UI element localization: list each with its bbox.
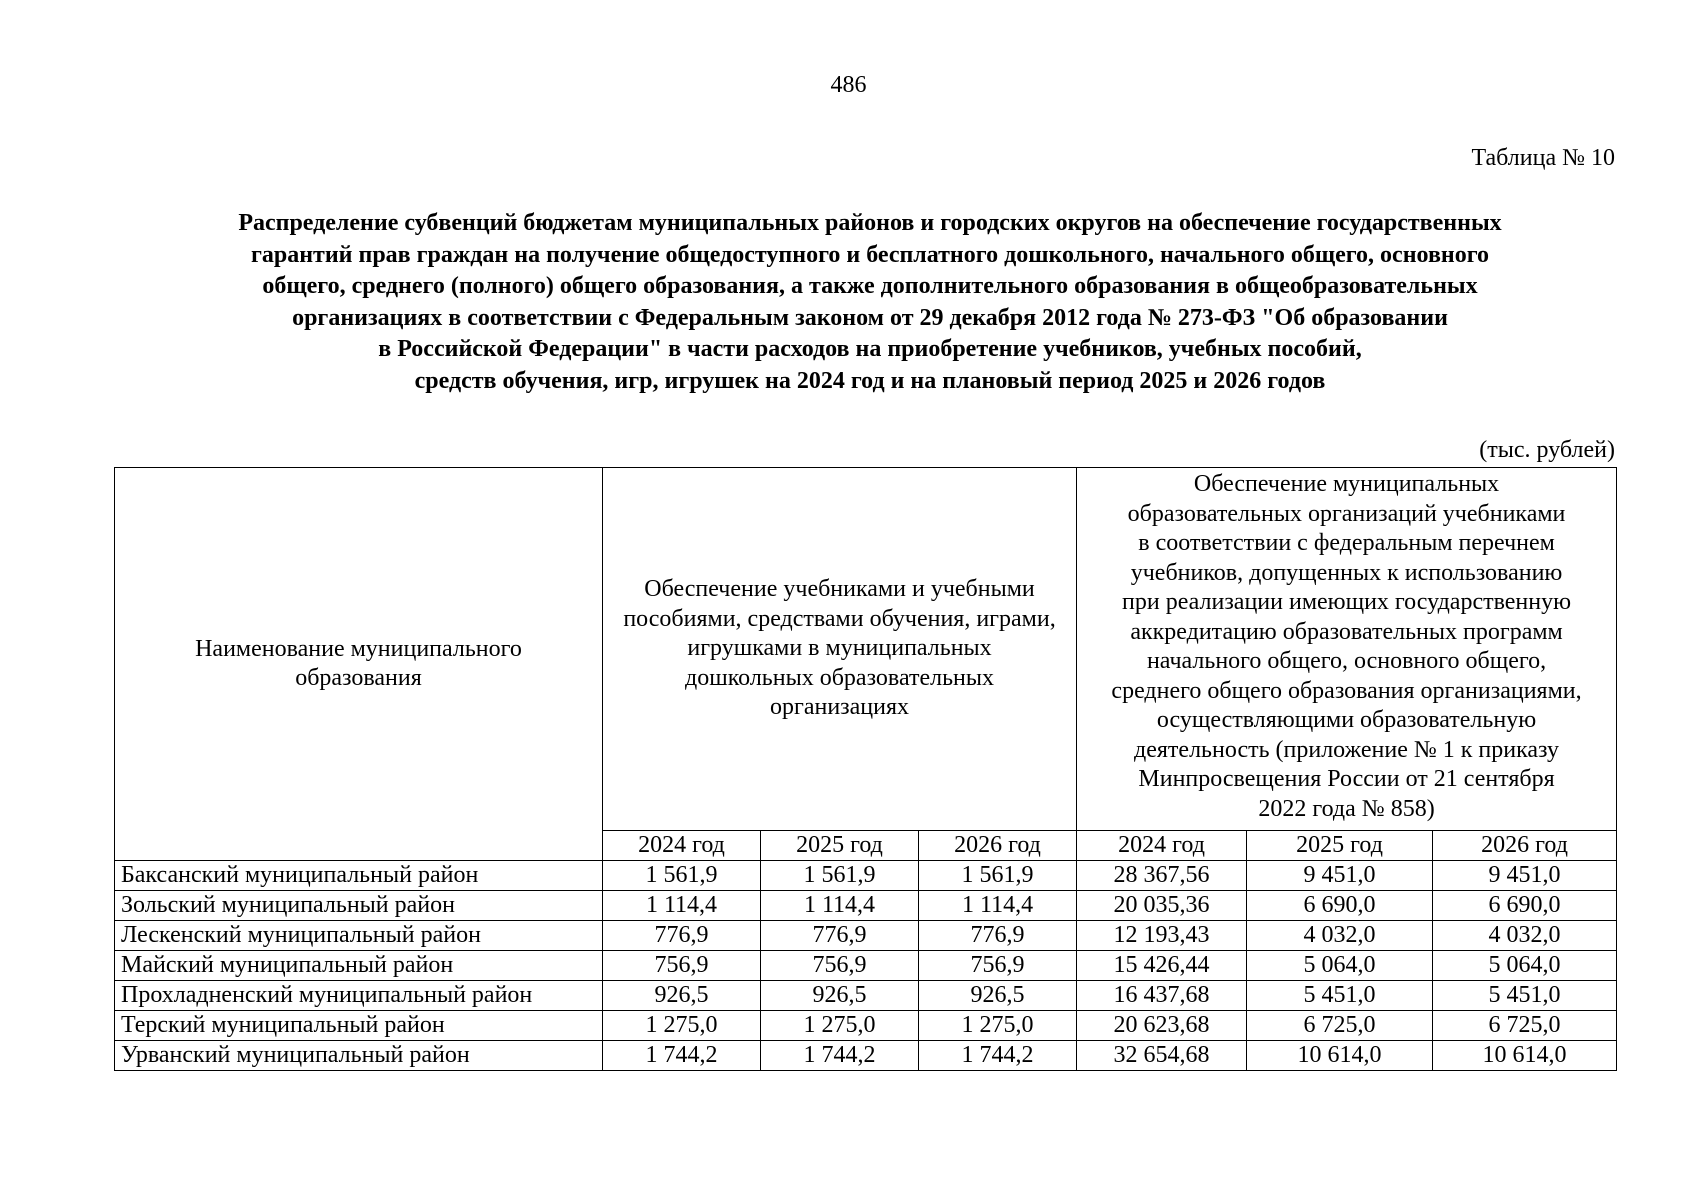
group-header-line: при реализации имеющих государственную — [1122, 589, 1572, 615]
value-cell: 20 035,36 — [1077, 891, 1247, 921]
year-header: 2026 год — [1433, 831, 1617, 861]
preschool-group-header: Обеспечение учебниками и учебными пособиями, средствами обучения, играми, игрушками в муниципальных дошкольных образовательных организациях — [603, 468, 1077, 831]
value-cell: 6 690,0 — [1433, 891, 1617, 921]
value-cell: 1 561,9 — [919, 861, 1077, 891]
group-header-line: деятельность (приложение № 1 к приказу — [1134, 736, 1560, 763]
units-label: (тыс. рублей) — [1479, 437, 1615, 463]
title-line: организациях в соответствии с Федеральным законом от 29 декабря 2012 года № 273-ФЗ "Об образовании — [292, 304, 1448, 331]
municipality-name: Майский муниципальный район — [115, 951, 603, 981]
group-header-line: Минпросвещения России от 21 сентября — [1138, 766, 1555, 792]
group-header-line: в соответствии с федеральным перечнем — [1138, 530, 1555, 556]
value-cell: 4 032,0 — [1247, 921, 1433, 951]
group-header-line: учебников, допущенных к использованию — [1130, 559, 1563, 586]
municipality-name: Терский муниципальный район — [115, 1011, 603, 1041]
value-cell: 5 064,0 — [1433, 951, 1617, 981]
group-header-line: образовательных организаций учебниками — [1127, 500, 1566, 527]
value-cell: 15 426,44 — [1077, 951, 1247, 981]
value-cell: 1 275,0 — [919, 1011, 1077, 1041]
year-header: 2024 год — [1077, 831, 1247, 861]
value-cell: 1 744,2 — [919, 1041, 1077, 1071]
table-row — [115, 951, 1617, 981]
value-cell: 4 032,0 — [1433, 921, 1617, 951]
distribution-table — [114, 467, 1617, 1071]
title-line: Распределение субвенций бюджетам муниципальных районов и городских округов на обеспечение государственных — [238, 210, 1502, 236]
title-line: средств обучения, игр, игрушек на 2024 год и на плановый период 2025 и 2026 годов — [414, 367, 1326, 394]
group-header-line: Обеспечение муниципальных — [1193, 471, 1500, 497]
header-row — [115, 468, 1617, 831]
title-line: гарантий прав граждан на получение общедоступного и бесплатного дошкольного, начального общего, основного — [250, 241, 1490, 268]
municipality-name: Прохладненский муниципальный район — [115, 981, 603, 1011]
value-cell: 756,9 — [603, 951, 761, 981]
value-cell: 1 114,4 — [919, 891, 1077, 921]
group-header-line: осуществляющими образовательную — [1156, 707, 1537, 733]
value-cell: 10 614,0 — [1247, 1041, 1433, 1071]
group-header-line: аккредитацию образовательных программ — [1130, 618, 1563, 645]
table-row — [115, 1011, 1617, 1041]
value-cell: 6 725,0 — [1433, 1011, 1617, 1041]
value-cell: 1 275,0 — [761, 1011, 919, 1041]
value-cell: 6 725,0 — [1247, 1011, 1433, 1041]
value-cell: 28 367,56 — [1077, 861, 1247, 891]
value-cell: 1 114,4 — [603, 891, 761, 921]
page-number: 486 — [830, 72, 867, 98]
table-row — [115, 921, 1617, 951]
value-cell: 5 451,0 — [1247, 981, 1433, 1011]
title-line: общего, среднего (полного) общего образования, а также дополнительного образования в общеобразовательных — [262, 273, 1478, 299]
title-line: в Российской Федерации" в части расходов на приобретение учебников, учебных пособий, — [378, 336, 1362, 362]
table-label: Таблица № 10 — [1471, 145, 1615, 171]
year-header: 2025 год — [761, 831, 919, 861]
value-cell: 1 114,4 — [761, 891, 919, 921]
value-cell: 1 744,2 — [761, 1041, 919, 1071]
year-header: 2024 год — [603, 831, 761, 861]
value-cell: 776,9 — [761, 921, 919, 951]
year-header: 2026 год — [919, 831, 1077, 861]
group-header-line: начального общего, основного общего, — [1146, 648, 1547, 674]
value-cell: 756,9 — [761, 951, 919, 981]
value-cell: 5 451,0 — [1433, 981, 1617, 1011]
value-cell: 5 064,0 — [1247, 951, 1433, 981]
value-cell: 9 451,0 — [1433, 861, 1617, 891]
value-cell: 776,9 — [919, 921, 1077, 951]
value-cell: 20 623,68 — [1077, 1011, 1247, 1041]
municipality-name: Лескенский муниципальный район — [115, 921, 603, 951]
value-cell: 1 744,2 — [603, 1041, 761, 1071]
document-title — [100, 208, 1640, 397]
value-cell: 9 451,0 — [1247, 861, 1433, 891]
value-cell: 756,9 — [919, 951, 1077, 981]
table-row — [115, 981, 1617, 1011]
value-cell: 926,5 — [761, 981, 919, 1011]
municipality-name: Баксанский муниципальный район — [115, 861, 603, 891]
value-cell: 32 654,68 — [1077, 1041, 1247, 1071]
value-cell: 776,9 — [603, 921, 761, 951]
name-column-header: Наименование муниципального образования — [115, 468, 603, 861]
value-cell: 1 275,0 — [603, 1011, 761, 1041]
value-cell: 1 561,9 — [761, 861, 919, 891]
group-header-line: 2022 года № 858) — [1258, 795, 1435, 822]
year-header: 2025 год — [1247, 831, 1433, 861]
table-row — [115, 861, 1617, 891]
municipality-name: Зольский муниципальный район — [115, 891, 603, 921]
school-group-header — [1077, 468, 1617, 831]
value-cell: 1 561,9 — [603, 861, 761, 891]
value-cell: 10 614,0 — [1433, 1041, 1617, 1071]
group-header-line: среднего общего образования организациями, — [1111, 677, 1582, 704]
table-row — [115, 1041, 1617, 1071]
value-cell: 926,5 — [919, 981, 1077, 1011]
table-row — [115, 891, 1617, 921]
value-cell: 16 437,68 — [1077, 981, 1247, 1011]
value-cell: 12 193,43 — [1077, 921, 1247, 951]
value-cell: 6 690,0 — [1247, 891, 1433, 921]
value-cell: 926,5 — [603, 981, 761, 1011]
municipality-name: Урванский муниципальный район — [115, 1041, 603, 1071]
